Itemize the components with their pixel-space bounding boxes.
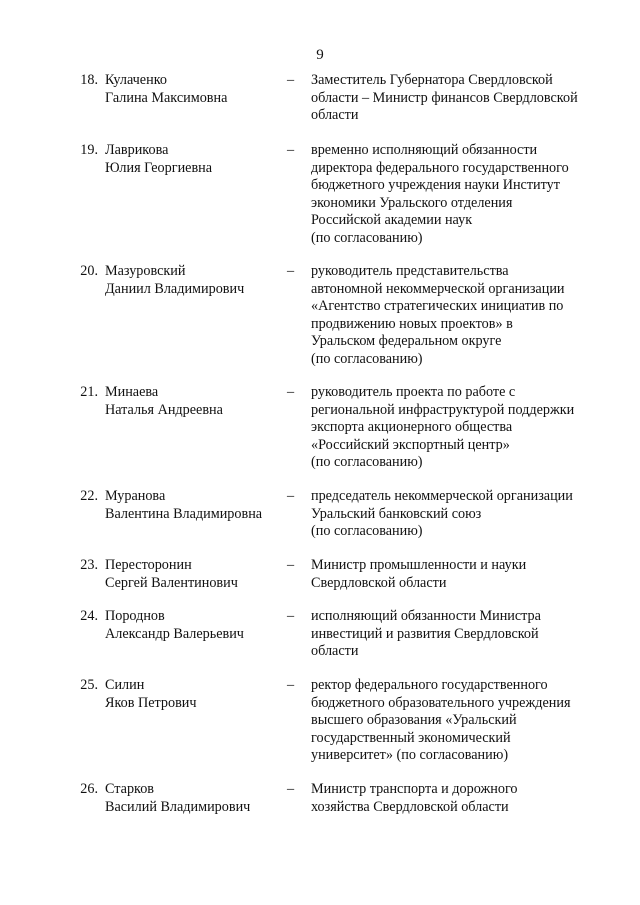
given-names: Сергей Валентинович <box>105 574 238 591</box>
given-names: Галина Максимовна <box>105 89 228 106</box>
position-line: «Российский экспортный центр» <box>311 436 510 453</box>
entry-number: 19. <box>80 142 98 158</box>
page-number: 9 <box>316 47 324 63</box>
person-name <box>105 781 280 816</box>
position-line: Российской академии наук <box>311 212 473 229</box>
position-line: Уральский банковский союз <box>311 505 482 522</box>
position-description <box>311 677 611 765</box>
entry-number: 23. <box>80 557 98 573</box>
person-name <box>105 263 280 298</box>
position-line: Министр транспорта и дорожного <box>311 781 518 797</box>
dash-separator: – <box>287 72 295 88</box>
position-line: государственный экономический <box>311 729 511 746</box>
person-name <box>105 142 280 177</box>
entry-number: 26. <box>80 781 98 797</box>
position-line: ректор федерального государственного <box>311 677 548 693</box>
given-names: Наталья Андреевна <box>105 401 223 418</box>
surname: Старков <box>105 781 155 797</box>
entry-number: 18. <box>80 72 98 88</box>
given-names: Юлия Георгиевна <box>105 159 213 176</box>
dash-separator: – <box>287 384 295 400</box>
person-name <box>105 384 280 419</box>
entry-number: 22. <box>80 488 98 504</box>
position-line: временно исполняющий обязанности <box>311 142 538 158</box>
position-line: инвестиций и развития Свердловской <box>311 625 539 642</box>
position-line: (по согласованию) <box>311 523 423 540</box>
position-description <box>311 781 611 816</box>
position-line: председатель некоммерческой организации <box>311 488 573 504</box>
surname: Минаева <box>105 384 159 400</box>
position-description <box>311 142 611 248</box>
given-names: Александр Валерьевич <box>105 625 244 642</box>
position-line: области <box>311 107 359 124</box>
position-line: «Агентство стратегических инициатив по <box>311 298 564 315</box>
position-description <box>311 72 611 125</box>
position-line: Министр промышленности и науки <box>311 557 527 573</box>
position-line: университет» (по согласованию) <box>311 747 509 764</box>
surname: Породнов <box>105 608 165 624</box>
position-line: руководитель проекта по работе с <box>311 384 516 400</box>
position-line: исполняющий обязанности Министра <box>311 608 541 624</box>
surname: Силин <box>105 677 145 693</box>
position-line: экспорта акционерного общества <box>311 419 513 436</box>
surname: Мазуровский <box>105 263 186 279</box>
position-line: автономной некоммерческой организации <box>311 280 565 297</box>
position-line: бюджетного учреждения науки Институт <box>311 177 560 194</box>
person-name <box>105 608 280 643</box>
position-line: хозяйства Свердловской области <box>311 798 509 815</box>
person-name <box>105 72 280 107</box>
given-names: Василий Владимирович <box>105 798 251 815</box>
position-line: бюджетного образовательного учреждения <box>311 694 571 711</box>
person-name <box>105 677 280 712</box>
position-line: Заместитель Губернатора Свердловской <box>311 72 553 88</box>
person-name <box>105 488 280 523</box>
position-line: области – Министр финансов Свердловской <box>311 89 578 106</box>
position-line: (по согласованию) <box>311 454 423 471</box>
entry-number: 20. <box>80 263 98 279</box>
dash-separator: – <box>287 142 295 158</box>
position-description <box>311 263 611 369</box>
given-names: Яков Петрович <box>105 694 197 711</box>
given-names: Даниил Владимирович <box>105 280 245 297</box>
dash-separator: – <box>287 263 295 279</box>
entry-number: 21. <box>80 384 98 400</box>
position-line: Уральском федеральном округе <box>311 333 502 350</box>
dash-separator: – <box>287 608 295 624</box>
position-description <box>311 488 611 541</box>
dash-separator: – <box>287 781 295 797</box>
position-line: директора федерального государственного <box>311 159 569 176</box>
given-names: Валентина Владимировна <box>105 505 263 522</box>
position-line: Свердловской области <box>311 574 447 591</box>
position-line: (по согласованию) <box>311 350 423 367</box>
entry-number: 25. <box>80 677 98 693</box>
surname: Муранова <box>105 488 166 504</box>
position-line: руководитель представительства <box>311 263 509 279</box>
position-line: (по согласованию) <box>311 229 423 246</box>
person-name <box>105 557 280 592</box>
position-line: высшего образования «Уральский <box>311 712 517 729</box>
position-description <box>311 608 611 661</box>
position-description <box>311 384 611 472</box>
position-line: региональной инфраструктурой поддержки <box>311 401 575 418</box>
surname: Лаврикова <box>105 142 169 158</box>
entry-number: 24. <box>80 608 98 624</box>
position-line: продвижению новых проектов» в <box>311 315 513 332</box>
surname: Кулаченко <box>105 72 167 88</box>
dash-separator: – <box>287 677 295 693</box>
dash-separator: – <box>287 488 295 504</box>
surname: Пересторонин <box>105 557 192 573</box>
position-line: области <box>311 643 359 660</box>
dash-separator: – <box>287 557 295 573</box>
position-line: экономики Уральского отделения <box>311 194 513 211</box>
position-description <box>311 557 611 592</box>
